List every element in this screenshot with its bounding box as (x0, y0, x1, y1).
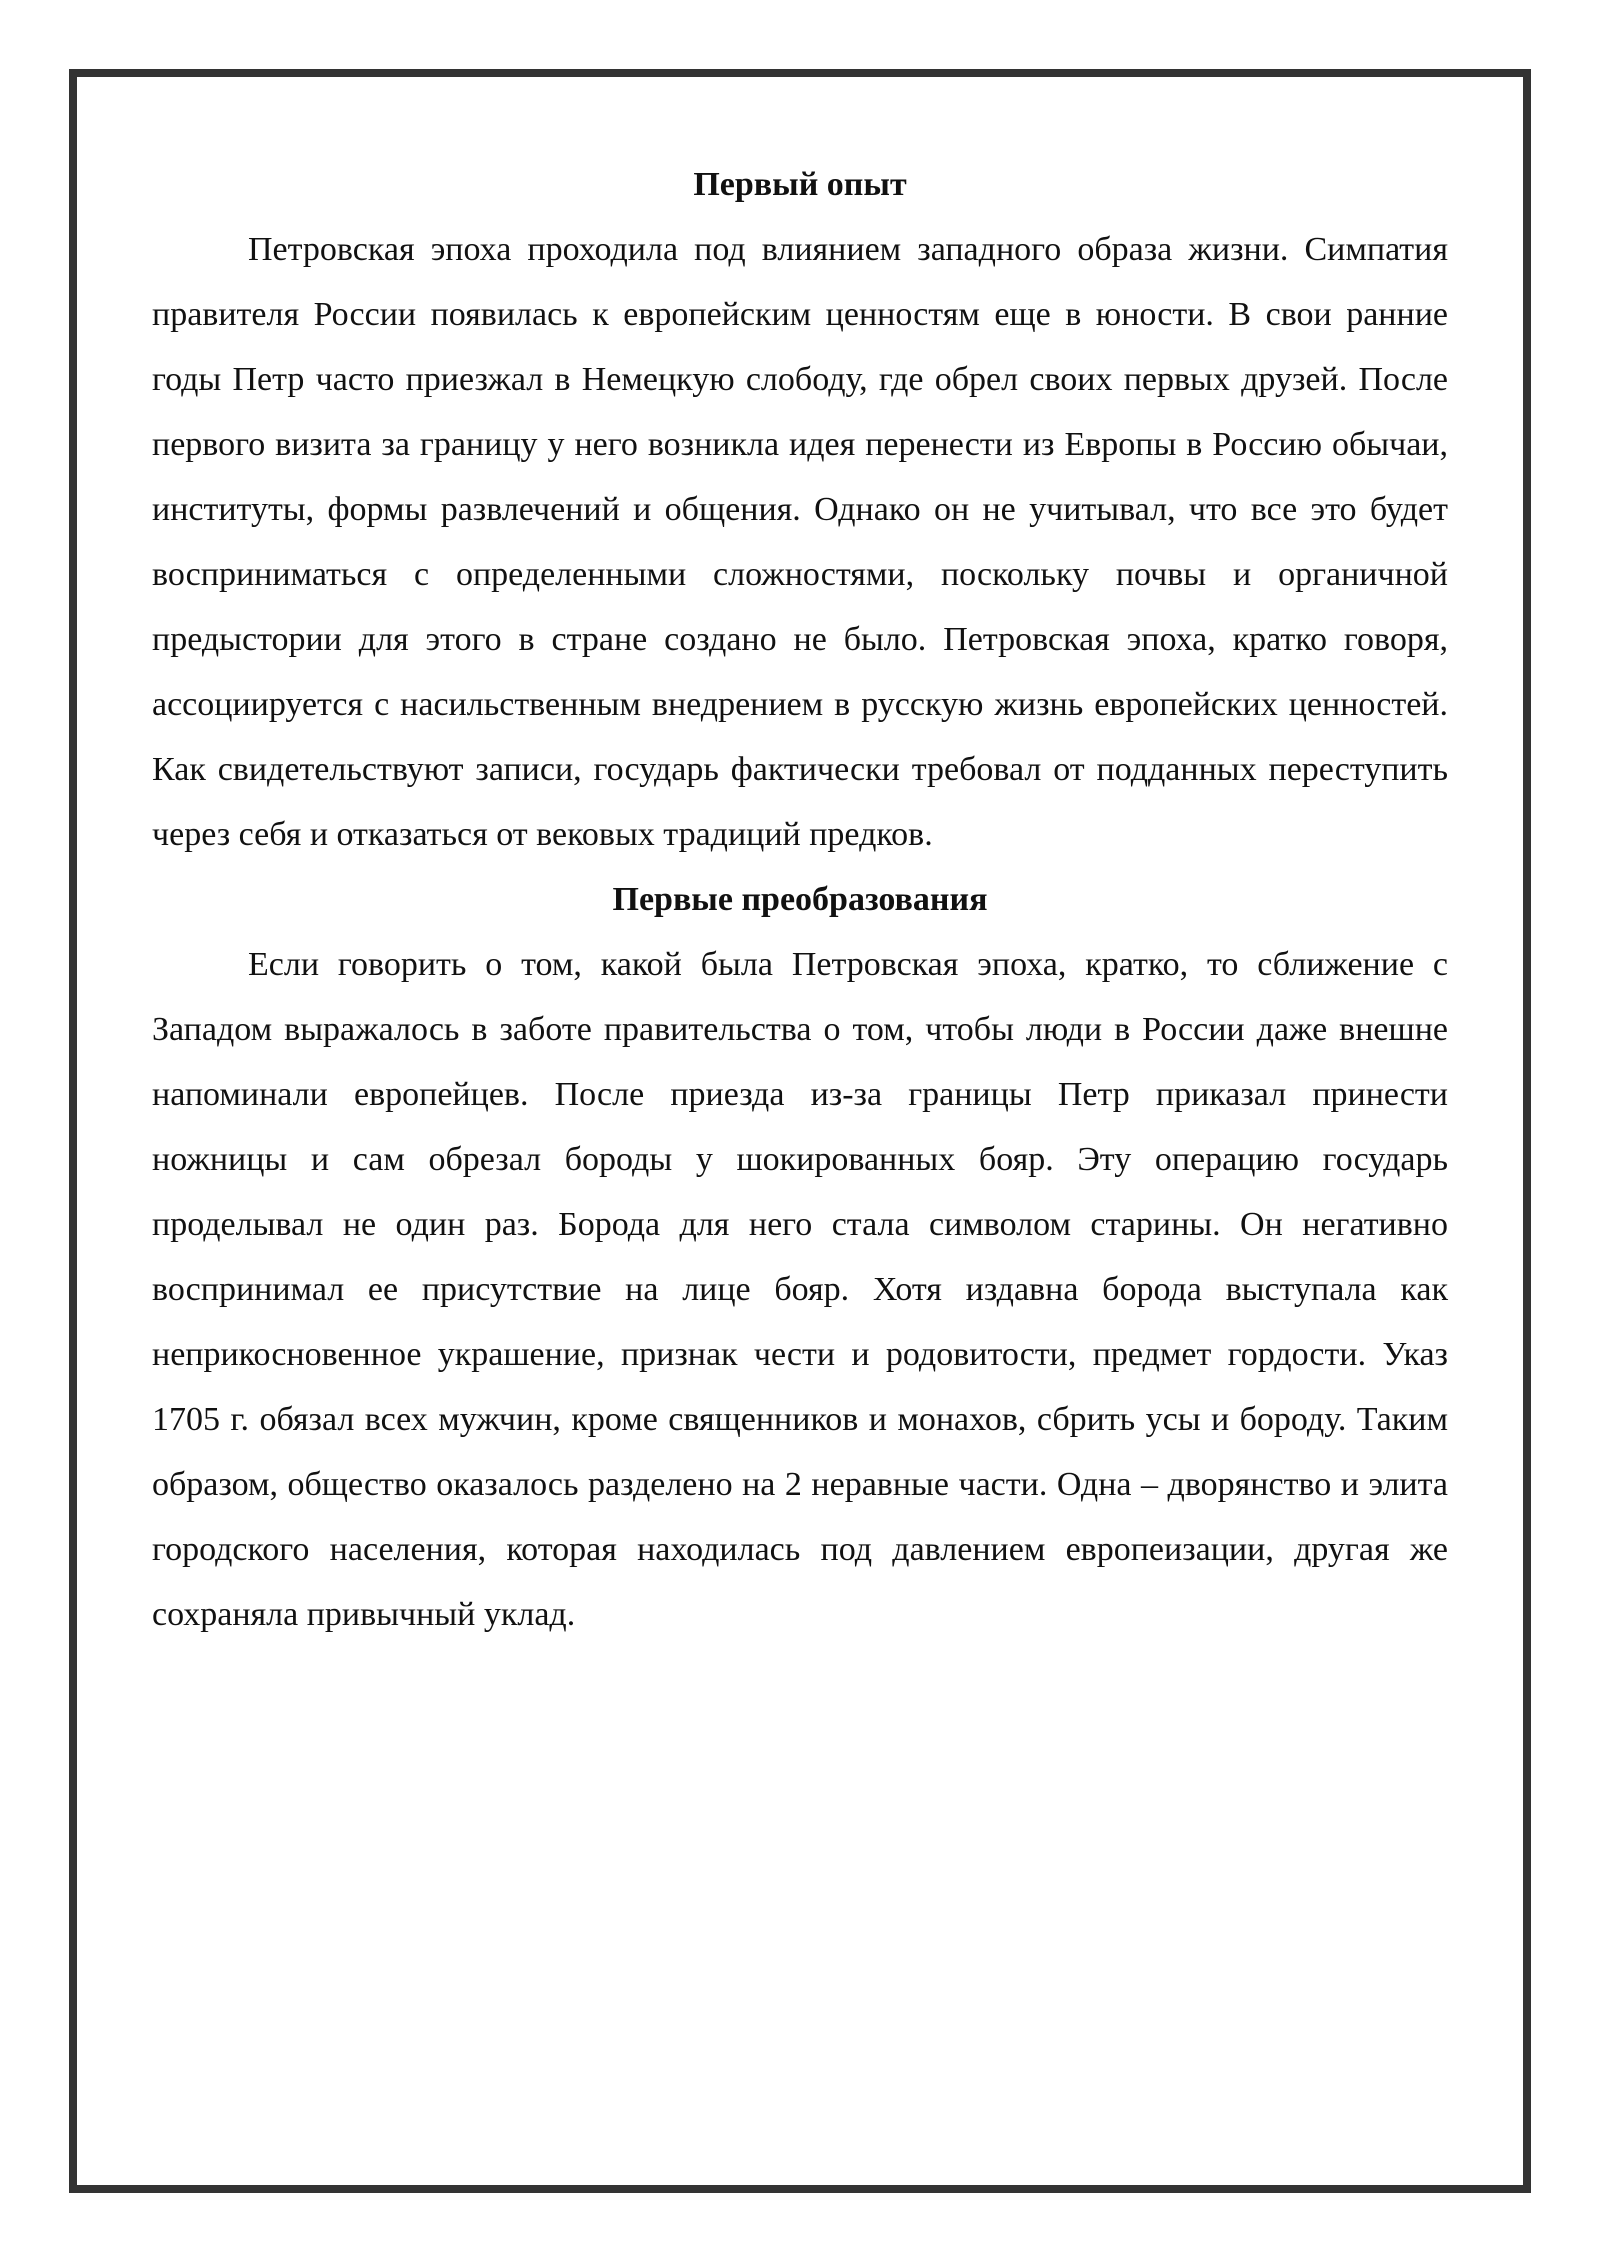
paragraph-first-experience: Петровская эпоха проходила под влиянием западного образа жизни. Симпатия правителя России появилась к европейским ценностям еще в юности. В свои ранние годы Петр часто приезжал в Немецкую слободу, где обрел своих первых друзей. После первого визита за границу у него возникла идея перенести из Европы в Россию обычаи, институты, формы развлечений и общения. Однако он не учитывал, что все это будет восприниматься с определенными сложностями, поскольку почвы и органичной предыстории для этого в стране создано не было. Петровская эпоха, кратко говоря, ассоциируется с насильственным внедрением в русскую жизнь европейских ценностей. Как свидетельствуют записи, государь фактически требовал от подданных переступить через себя и отказаться от вековых традиций предков. (152, 231, 1448, 853)
paragraph-first-reforms: Если говорить о том, какой была Петровская эпоха, кратко, то сближение с Западом выражалось в заботе правительства о том, чтобы люди в России даже внешне напоминали европейцев. После приезда из-за границы Петр приказал принести ножницы и сам обрезал бороды у шокированных бояр. Эту операцию государь проделывал не один раз. Борода для него стала символом старины. Он негативно воспринимал ее присутствие на лице бояр. Хотя издавна борода выступала как неприкосновенное украшение, признак чести и родовитости, предмет гордости. Указ 1705 г. обязал всех мужчин, кроме священников и монахов, сбрить усы и бороду. Таким образом, общество оказалось разделено на 2 неравные части. Одна – дворянство и элита городского населения, которая находилась под давлением европеизации, другая же сохраняла привычный уклад. (152, 946, 1448, 1633)
section-title-first-reforms: Первые преобразования (612, 881, 988, 918)
section-title-first-experience: Первый опыт (693, 166, 907, 203)
document-body (152, 152, 1448, 1647)
